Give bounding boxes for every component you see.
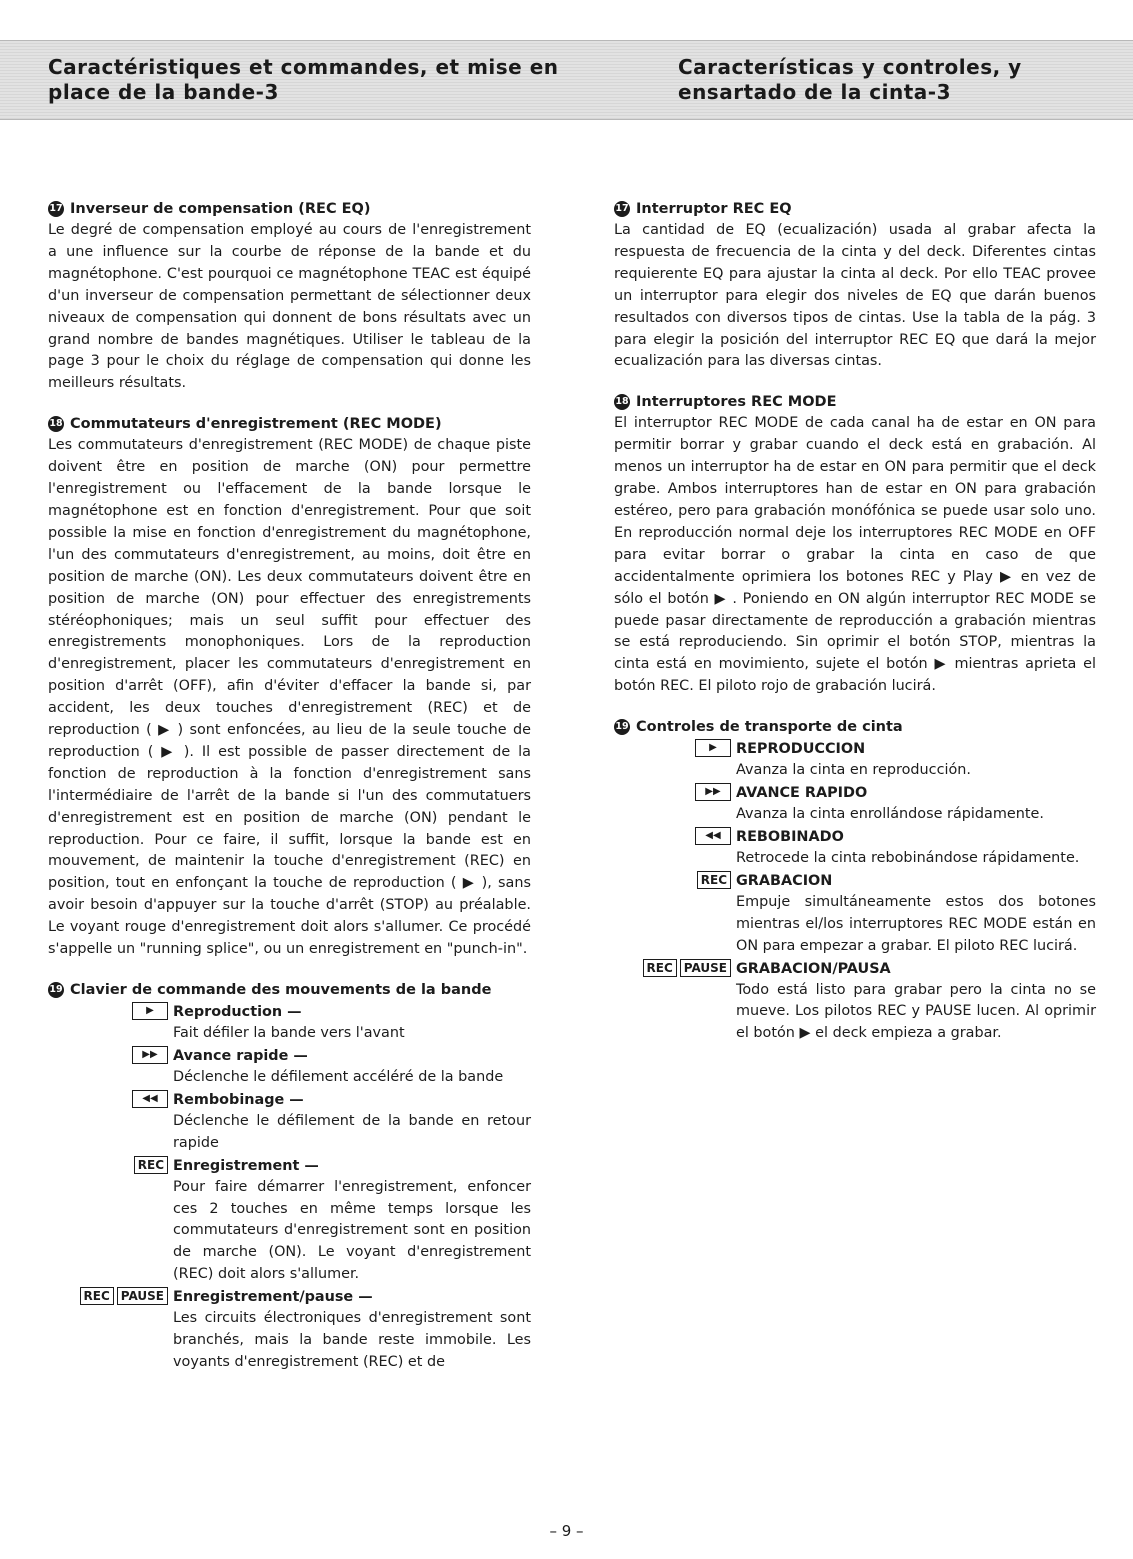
pause-key-label: PAUSE [680,959,731,977]
heading-text: Clavier de commande des mouvements de la bande [70,982,492,998]
spanish-column [614,198,1096,1063]
page-title-fr: Caractéristiques et commandes, et mise en place de la bande-3 [48,55,559,104]
fr-section-19-heading [48,979,531,1001]
pause-key-label: PAUSE [117,1287,168,1305]
control-title: REBOBINADO [736,828,844,845]
control-desc: Déclenche le défilement de la bande en retour rapide [173,1112,531,1151]
play-key-icon: ▶ [695,739,731,757]
fr-control-record-pause [48,1286,531,1374]
page-number: – 9 – [549,1522,584,1540]
fr-section-17-text: Le degré de compensation employé au cours de l'enregistrement a une influence sur la courbe de réponse de la bande et du magnétophone. C'est pourquoi ce magnétophone TEAC est équipé d'un inverseur de compensation permettant de sélectionner deux niveaux de compensation qui donnent de bons résultats avec un grand nombre de bandes magnétiques. Utiliser le tableau de la page 3 pour le choix du réglage de compensation qui donne les meilleurs résultats. [48,222,531,392]
page-title-es: Características y controles, y ensartado de la cinta-3 [678,55,1022,104]
control-title: AVANCE RAPIDO [736,785,868,802]
es-control-play [614,738,1096,782]
heading-text: Interruptores REC MODE [636,394,837,411]
control-title: Enregistrement/pause — [173,1289,373,1306]
fr-section-19 [48,979,531,1374]
es-control-record [614,870,1096,958]
es-control-fast-forward [614,782,1096,826]
rec-key-label: REC [80,1287,114,1305]
fr-control-record [48,1155,531,1287]
fr-section-18-text: Les commutateurs d'enregistrement (REC MODE) de chaque piste doivent être en position de marche (ON) pour permettre l'enregistrement ou l'effacement de la bande lorsque le magnétophone est en fonction d'enregistrement. Pour que soit possible la mise en fonction d'enregistrement du magnétophone, l'un des commutateurs d'enregistrement, au moins, doit être en position de marche (ON). Les deux commutateurs doivent être en position de marche (ON) pour effectuer des enregistrements stéréophoniques; mais un seul suffit pour effectuer des enregistrements monophoniques. Lors de la reproduction d'enregistrement, placer les commutateurs d'enregistrement en position d'arrêt (OFF), afin d'éviter d'effacer la bande si, par accident, les deux touches d'enregistrement (REC) et de reproduction ( ▶ ) sont enfoncées, au lieu de la seule touche de reproduction ( ▶ ). Il est possible de passer directement de la fonction de reproduction à la fonction d'enregistrement sans l'intermédiaire de l'arrêt de la bande si l'un des commutatuers d'enregistrement est en position de marche (ON) pendant le reproduction. Pour ce faire, il suffit, lorsque la bande est en mouvement, de maintenir la touche d'enregistrement (REC) en position, tout en enfonçant la touche de reproduction ( ▶ ), sans avoir besoin d'appuyer sur la touche d'arrêt (STOP) au préalable. Le voyant rouge d'enregistrement doit alors s'allumer. Ce procédé s'appelle un "running splice", ou un enregistrement en "punch-in". [48,437,531,958]
control-desc: Avanza la cinta enrollándose rápidamente. [736,806,1044,823]
heading-text: Interruptor REC EQ [636,201,792,217]
rewind-key-icon: ◀◀ [132,1090,168,1108]
es-section-19-heading [614,716,1096,738]
section-number-badge: 19 [48,982,64,998]
fast-forward-key-icon: ▶▶ [132,1046,168,1064]
fr-section-18-heading [48,413,531,435]
heading-text: Commutateurs d'enregistrement (REC MODE) [70,416,442,433]
control-title: Rembobinage — [173,1091,304,1108]
control-desc: Retrocede la cinta rebobinándose rápidamente. [736,849,1080,866]
control-desc: Todo está listo para grabar pero la cinta no se mueve. Los pilotos REC y PAUSE lucen. Al oprimir el botón ▶ el deck empieza a grabar. [736,981,1096,1042]
control-title: Reproduction — [173,1004,302,1020]
section-number-badge: 17 [48,201,64,217]
play-key-icon: ▶ [132,1002,168,1020]
control-desc: Fait défiler la bande vers l'avant [173,1025,405,1041]
es-section-18 [614,391,1096,698]
fr-section-17-heading [48,198,531,220]
es-control-record-pause [614,958,1096,1046]
rec-key-label: REC [134,1156,168,1174]
section-number-badge: 19 [614,719,630,735]
fr-section-17 [48,198,531,395]
french-column [48,198,531,1392]
control-title: GRABACION [736,872,833,889]
control-desc: Les circuits électroniques d'enregistrement sont branchés, mais la bande reste immobile. Les voyants d'enregistrement (REC) et de [173,1310,531,1370]
control-desc: Pour faire démarrer l'enregistrement, enfoncer ces 2 touches en même temps lorsque les commutateurs d'enregistrement sont en position de marche (ON). Le voyant d'enregistrement (REC) doit alors s'allumer. [173,1178,531,1283]
es-section-17 [614,198,1096,373]
section-number-badge: 18 [614,394,630,410]
control-title: Enregistrement — [173,1157,319,1174]
fr-section-18 [48,413,531,961]
rewind-key-icon: ◀◀ [695,827,731,845]
rec-key-label: REC [643,959,677,977]
control-title: GRABACION/PAUSA [736,960,891,977]
control-desc: Empuje simultáneamente estos dos botones mientras el/los interruptores REC MODE están en ON para empezar a grabar. El piloto REC lucirá. [736,893,1096,954]
es-section-17-text: La cantidad de EQ (ecualización) usada al grabar afecta la respuesta de frecuencia de la cinta y del deck. Diferentes cintas requierente EQ para ajustar la cinta al deck. Por ello TEAC provee un interruptor para elegir dos niveles de EQ que darán buenos resultados con diversos tipos de cintas. Use la tabla de la pág. 3 para elegir la posición del interruptor REC EQ que dará la mejor ecualización para las diversas cintas. [614,222,1096,370]
control-desc: Avanza la cinta en reproducción. [736,762,971,779]
header-band [0,40,1133,120]
es-control-rewind [614,826,1096,870]
fast-forward-key-icon: ▶▶ [695,783,731,801]
control-title: REPRODUCCION [736,741,866,758]
fr-control-play [48,1001,531,1045]
control-desc: Déclenche le défilement accéléré de la bande [173,1068,504,1085]
fr-control-rewind [48,1089,531,1155]
es-section-18-text: El interruptor REC MODE de cada canal ha de estar en ON para permitir borrar y grabar cuando el deck está en grabación. Al menos un interruptor ha de estar en ON para permitir que el deck grabe. Ambos interruptores han de estar en ON para grabación estéreo, pero para grabación monófónica se puede usar solo uno. En reproducción normal deje los interruptores REC MODE en OFF para evitar borrar o grabar la cinta en caso de que accidentalmente oprimiera los botones REC y Play ▶ en vez de sólo el botón ▶ . Poniendo en ON algún interruptor REC MODE se puede pasar directamente de reproducción a grabación mientras se está reproduciendo. Sin oprimir el botón STOP, mientras la cinta está en movimiento, sujete el botón ▶ mientras aprieta el botón REC. El piloto rojo de grabación lucirá. [614,415,1096,695]
rec-key-label: REC [697,871,731,889]
es-section-19 [614,716,1096,1045]
heading-text: Controles de transporte de cinta [636,719,903,736]
fr-control-fast-forward [48,1045,531,1089]
heading-text: Inverseur de compensation (REC EQ) [70,201,371,217]
section-number-badge: 18 [48,416,64,432]
es-section-18-heading [614,391,1096,413]
control-title: Avance rapide — [173,1047,308,1064]
es-section-17-heading [614,198,1096,220]
section-number-badge: 17 [614,201,630,217]
